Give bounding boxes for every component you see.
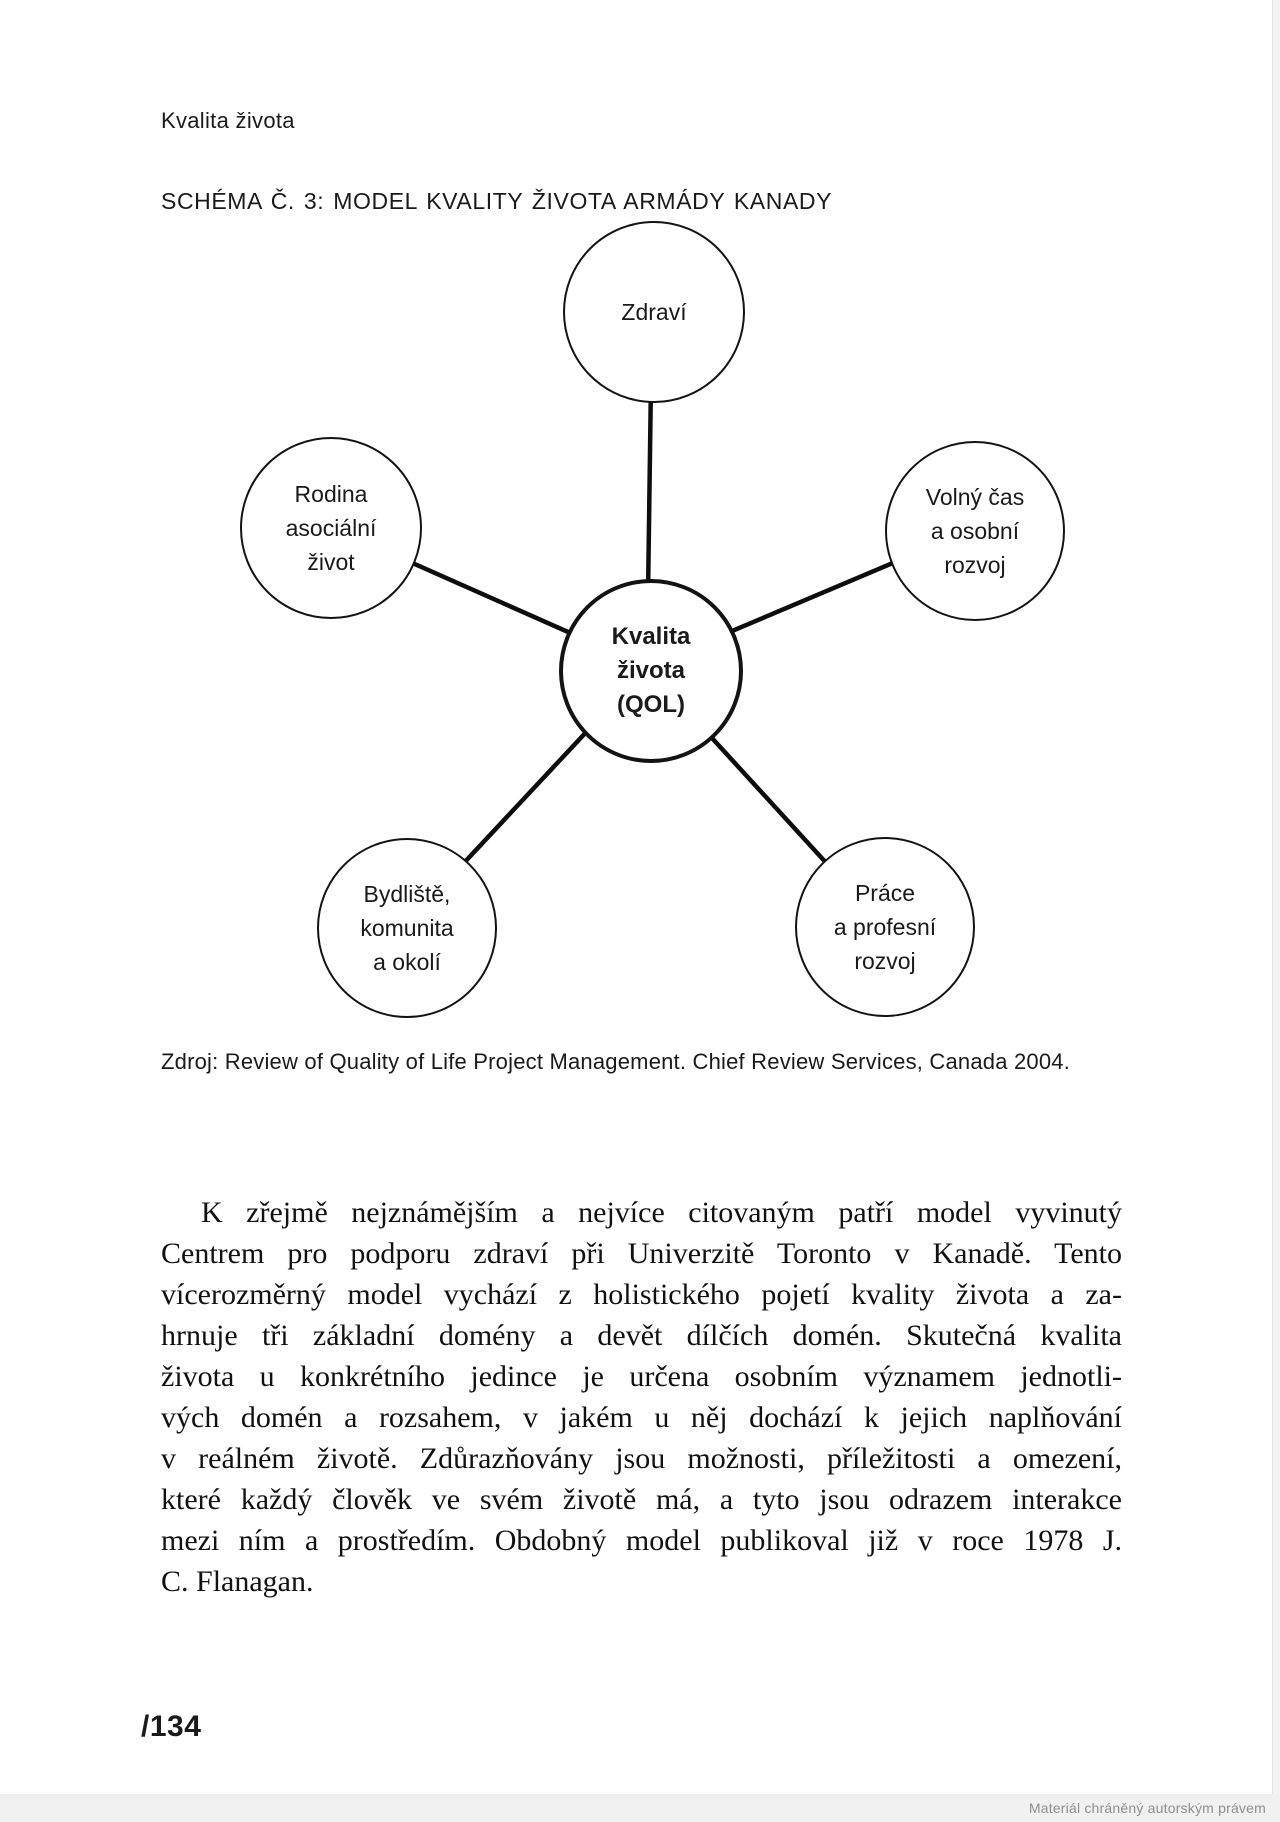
paragraph-line: K zřejmě nejznámějším a nejvíce citovaným patří model vyvinutý (201, 1196, 1122, 1229)
source-caption: Zdroj: Review of Quality of Life Project Management. Chief Review Services, Canada 2004. (161, 1049, 1071, 1074)
node-label-line: rozvoj (854, 948, 916, 974)
node-label-line: a okolí (373, 949, 441, 975)
node-label-line: asociální (285, 515, 377, 541)
page-number: /134 (141, 1710, 202, 1743)
node-prace (795, 837, 975, 1017)
watermark-bar (0, 1794, 1280, 1822)
node-label-line: komunita (360, 915, 454, 941)
node-zdravi-label (621, 295, 686, 329)
node-bydliste (317, 838, 497, 1018)
node-label-line: Volný čas (925, 484, 1025, 510)
paragraph-line: mezi ním a prostředím. Obdobný model publikoval již v roce 1978 J. (161, 1524, 1122, 1557)
node-label-line: Práce (854, 880, 916, 906)
paragraph-line: vícerozměrný model vychází z holistického pojetí kvality života a za- (161, 1278, 1122, 1311)
node-center-label (612, 620, 691, 722)
running-header: Kvalita života (161, 108, 295, 133)
paragraph-line: které každý člověk ve svém životě má, a tyto jsou odrazem interakce (161, 1483, 1122, 1516)
node-zdravi (563, 221, 745, 403)
body-paragraph (161, 1192, 1122, 1602)
node-rodina-label (286, 477, 377, 579)
node-label-line: rozvoj (944, 552, 1006, 578)
paragraph-line: C. Flanagan. (161, 1565, 314, 1598)
node-volny-cas-label (926, 480, 1024, 582)
paragraph-line: hrnuje tři základní domény a devět dílčích domén. Skutečná kvalita (161, 1319, 1122, 1352)
node-label-line: Rodina (294, 481, 368, 507)
paragraph-line: Centrem pro podporu zdraví při Univerzitě Toronto v Kanadě. Tento (161, 1237, 1122, 1270)
node-label-line: a profesní (833, 914, 937, 940)
node-label-line: Zdraví (621, 299, 687, 325)
node-bydliste-label (360, 877, 453, 979)
watermark-text: Materiál chráněný autorským právem (1028, 1800, 1266, 1816)
node-label-line: života (616, 657, 685, 684)
node-rodina (240, 437, 422, 619)
node-label-line: (QOL) (617, 691, 685, 718)
node-volny-cas (885, 441, 1065, 621)
paragraph-line: života u konkrétního jedince je určena osobním významem jednotli- (161, 1360, 1122, 1393)
node-label-line: život (307, 549, 355, 575)
paragraph-line: v reálném životě. Zdůrazňovány jsou možnosti, příležitosti a omezení, (161, 1442, 1122, 1475)
node-label-line: Bydliště, (363, 881, 451, 907)
node-kvalita-zivota-center (559, 579, 743, 763)
node-label-line: Kvalita (611, 623, 691, 650)
schema-title: SCHÉMA Č. 3: MODEL KVALITY ŽIVOTA ARMÁDY KANADY (161, 188, 833, 214)
node-prace-label (834, 876, 936, 978)
node-label-line: a osobní (930, 518, 1020, 544)
paragraph-line: vých domén a rozsahem, v jakém u něj dochází k jejich naplňování (161, 1401, 1122, 1434)
